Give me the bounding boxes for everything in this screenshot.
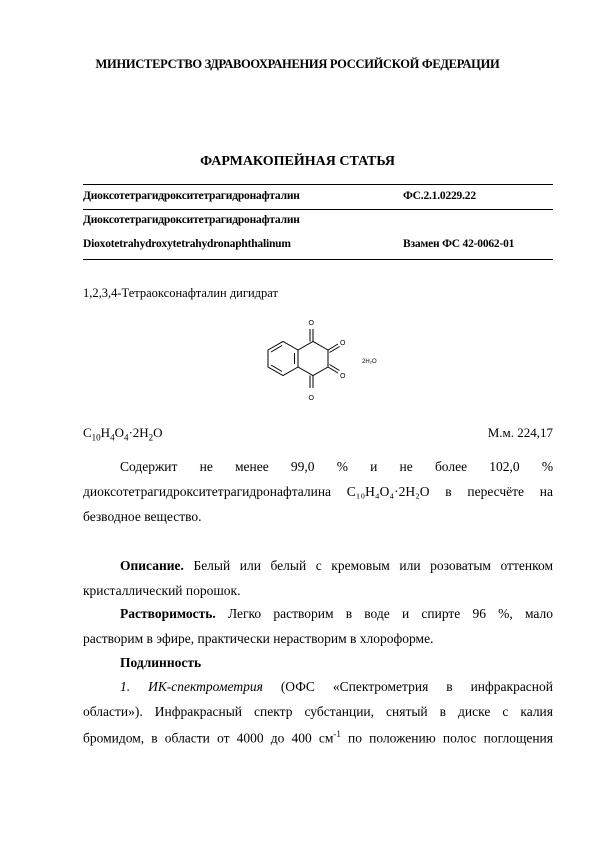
- ir-line-1: 1. ИК-спектрометрия (ОФС «Спектрометрия в инфракрасной: [120, 679, 553, 694]
- ir-method-label: 1. ИК-спектрометрия: [120, 679, 263, 694]
- replaces-note: Взамен ФС 42-0062-01: [403, 238, 515, 250]
- oxygen-label-4: O: [308, 395, 314, 402]
- molar-mass: М.м. 224,17: [487, 425, 553, 440]
- oxygen-label-1: O: [308, 320, 314, 327]
- water-of-crystallization: 2H₂O: [362, 359, 377, 365]
- divider-top: [83, 184, 553, 185]
- solubility-line-1: Растворимость. Легко растворим в воде и спирте 96 %, мало: [120, 606, 554, 621]
- ir-line-3: бромидом, в области от 4000 до 400 $см^{-1}$ по положению полос поглощения: [83, 729, 553, 746]
- description-line-1: Описание. Белый или белый с кремовым или розоватым оттенком: [120, 558, 553, 573]
- content-line-1: Содержит не менее 99,0 % и не более 102,0 %: [120, 459, 554, 474]
- article-code: ФС.2.1.0229.22: [403, 190, 476, 202]
- content-line-3: безводное вещество.: [83, 509, 202, 524]
- divider-bottom: [83, 259, 553, 260]
- ministry-header: МИНИСТЕРСТВО ЗДРАВООХРАНЕНИЯ РОССИЙСКОЙ ФЕДЕРАЦИИ: [95, 57, 500, 71]
- ir-line-2: области»). Инфракрасный спектр субстанции, снятый в диске с калия: [83, 704, 553, 719]
- description-label: Описание.: [120, 558, 184, 573]
- document-type-title: ФАРМАКОПЕЙНАЯ СТАТЬЯ: [200, 154, 395, 169]
- identity-heading: Подлинность: [120, 655, 202, 670]
- content-line-2: диоксотетрагидрокситетрагидронафталина C₁₀H₄O₄·2H₂O в пересчёте на: [83, 484, 553, 499]
- substance-name-latin: Dioxotetrahydroxytetrahydronaphthalinum: [83, 238, 291, 250]
- quinone-ring: [298, 342, 328, 376]
- structural-formula: [250, 305, 395, 410]
- solubility-line-2: растворим в эфире, практически нерастворим в хлороформе.: [83, 631, 434, 646]
- chemical-synonym: 1,2,3,4-Тетраоксонафталин дигидрат: [83, 286, 278, 300]
- molecular-formula: $C_{10}H_4O_4\cdot 2H_2O$: [83, 425, 163, 443]
- solubility-label: Растворимость.: [120, 606, 216, 621]
- substance-name-ru-1: Диоксотетрагидрокситетрагидронафталин: [83, 190, 300, 202]
- oxygen-label-2: O: [340, 340, 346, 347]
- oxygen-label-3: O: [340, 373, 346, 380]
- divider-middle: [83, 209, 553, 210]
- description-line-2: кристаллический порошок.: [83, 583, 241, 598]
- substance-name-ru-2: Диоксотетрагидрокситетрагидронафталин: [83, 214, 300, 226]
- benzene-ring: [268, 342, 298, 376]
